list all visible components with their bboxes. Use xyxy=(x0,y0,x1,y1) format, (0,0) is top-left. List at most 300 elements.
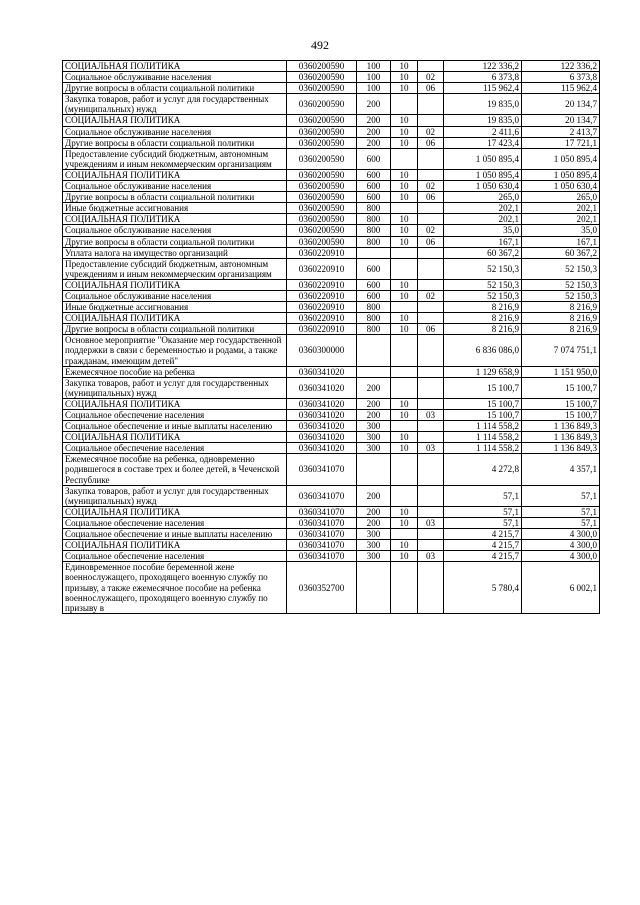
budget-table-body xyxy=(63,61,600,614)
amount-year2-cell: 60 367,2 xyxy=(522,247,600,258)
subsection-cell: 03 xyxy=(418,443,444,454)
subsection-cell xyxy=(418,61,444,72)
amount-year2-cell: 1 050 630,4 xyxy=(522,181,600,192)
section-cell xyxy=(391,421,418,432)
subsection-cell xyxy=(418,335,444,366)
expense-type-cell: 200 xyxy=(357,377,391,398)
subsection-cell xyxy=(418,115,444,126)
row-name-cell: Другие вопросы в области социальной политики xyxy=(63,192,287,203)
amount-year1-cell: 4 272,8 xyxy=(444,454,522,485)
table-row xyxy=(63,366,600,377)
subsection-cell: 03 xyxy=(418,517,444,528)
expense-type-cell: 600 xyxy=(357,258,391,279)
expense-type-cell: 200 xyxy=(357,115,391,126)
row-name-cell: Иные бюджетные ассигнования xyxy=(63,302,287,313)
row-name-cell: Социальное обслуживание населения xyxy=(63,181,287,192)
amount-year2-cell: 1 151 950,0 xyxy=(522,366,600,377)
amount-year1-cell: 202,1 xyxy=(444,214,522,225)
section-cell: 10 xyxy=(391,432,418,443)
expense-type-cell: 800 xyxy=(357,324,391,335)
table-row xyxy=(63,214,600,225)
subsection-cell xyxy=(418,302,444,313)
row-name-cell: Социальное обслуживание населения xyxy=(63,72,287,83)
subsection-cell xyxy=(418,377,444,398)
table-row xyxy=(63,454,600,485)
row-name-cell: Другие вопросы в области социальной политики xyxy=(63,236,287,247)
row-name-cell: Другие вопросы в области социальной политики xyxy=(63,137,287,148)
expense-type-cell: 800 xyxy=(357,236,391,247)
amount-year2-cell: 202,1 xyxy=(522,214,600,225)
subsection-cell xyxy=(418,432,444,443)
amount-year1-cell: 5 780,4 xyxy=(444,562,522,613)
section-cell: 10 xyxy=(391,540,418,551)
subsection-cell: 06 xyxy=(418,236,444,247)
section-cell: 10 xyxy=(391,506,418,517)
target-article-cell: 0360341020 xyxy=(287,377,357,398)
amount-year1-cell: 15 100,7 xyxy=(444,410,522,421)
section-cell xyxy=(391,485,418,506)
amount-year2-cell: 2 413,7 xyxy=(522,126,600,137)
section-cell: 10 xyxy=(391,410,418,421)
table-row xyxy=(63,169,600,180)
row-name-cell: Закупка товаров, работ и услуг для государственных (муниципальных) нужд xyxy=(63,485,287,506)
table-row xyxy=(63,137,600,148)
subsection-cell xyxy=(418,485,444,506)
expense-type-cell: 300 xyxy=(357,540,391,551)
amount-year2-cell: 20 134,7 xyxy=(522,115,600,126)
expense-type-cell: 300 xyxy=(357,443,391,454)
expense-type-cell: 600 xyxy=(357,169,391,180)
table-row xyxy=(63,225,600,236)
table-row xyxy=(63,506,600,517)
row-name-cell: Единовременное пособие беременной жене военнослужащего, проходящего военную службу по призыву, а также ежемесячное пособие на ребенка военнослужащего, проходящего военную службу по призыву в xyxy=(63,562,287,613)
expense-type-cell: 600 xyxy=(357,279,391,290)
target-article-cell: 0360220910 xyxy=(287,247,357,258)
amount-year2-cell: 122 336,2 xyxy=(522,61,600,72)
subsection-cell xyxy=(418,421,444,432)
table-row xyxy=(63,247,600,258)
target-article-cell: 0360341020 xyxy=(287,398,357,409)
row-name-cell: Закупка товаров, работ и услуг для государственных (муниципальных) нужд xyxy=(63,94,287,115)
table-row xyxy=(63,410,600,421)
subsection-cell: 03 xyxy=(418,410,444,421)
amount-year1-cell: 1 114 558,2 xyxy=(444,443,522,454)
target-article-cell: 0360341070 xyxy=(287,485,357,506)
table-row xyxy=(63,432,600,443)
section-cell: 10 xyxy=(391,290,418,301)
target-article-cell: 0360341070 xyxy=(287,529,357,540)
amount-year1-cell: 1 050 630,4 xyxy=(444,181,522,192)
row-name-cell: Социальное обеспечение населения xyxy=(63,410,287,421)
row-name-cell: Предоставление субсидий бюджетным, автономным учреждениям и иным некоммерческим организациям xyxy=(63,258,287,279)
table-row xyxy=(63,398,600,409)
row-name-cell: Основное мероприятие "Оказание мер государственной поддержки в связи с беременностью и родами, а также гражданам, имеющим детей" xyxy=(63,335,287,366)
target-article-cell: 0360341070 xyxy=(287,551,357,562)
target-article-cell: 0360200590 xyxy=(287,192,357,203)
amount-year1-cell: 52 150,3 xyxy=(444,258,522,279)
amount-year1-cell: 1 050 895,4 xyxy=(444,148,522,169)
amount-year2-cell: 265,0 xyxy=(522,192,600,203)
row-name-cell: Социальное обслуживание населения xyxy=(63,126,287,137)
target-article-cell: 0360200590 xyxy=(287,236,357,247)
table-row xyxy=(63,313,600,324)
row-name-cell: Ежемесячное пособие на ребенка, одновременно родившегося в составе трех и более детей, в Чеченской Республике xyxy=(63,454,287,485)
section-cell: 10 xyxy=(391,169,418,180)
table-row xyxy=(63,529,600,540)
table-row xyxy=(63,302,600,313)
amount-year2-cell: 6 002,1 xyxy=(522,562,600,613)
section-cell: 10 xyxy=(391,236,418,247)
row-name-cell: СОЦИАЛЬНАЯ ПОЛИТИКА xyxy=(63,432,287,443)
row-name-cell: СОЦИАЛЬНАЯ ПОЛИТИКА xyxy=(63,214,287,225)
target-article-cell: 0360341020 xyxy=(287,432,357,443)
row-name-cell: СОЦИАЛЬНАЯ ПОЛИТИКА xyxy=(63,169,287,180)
amount-year1-cell: 35,0 xyxy=(444,225,522,236)
expense-type-cell: 200 xyxy=(357,410,391,421)
subsection-cell xyxy=(418,506,444,517)
expense-type-cell xyxy=(357,366,391,377)
target-article-cell: 0360352700 xyxy=(287,562,357,613)
amount-year1-cell: 1 050 895,4 xyxy=(444,169,522,180)
expense-type-cell xyxy=(357,247,391,258)
section-cell xyxy=(391,454,418,485)
row-name-cell: Социальное обеспечение населения xyxy=(63,443,287,454)
section-cell xyxy=(391,247,418,258)
amount-year2-cell: 4 300,0 xyxy=(522,551,600,562)
section-cell: 10 xyxy=(391,398,418,409)
target-article-cell: 0360341020 xyxy=(287,421,357,432)
subsection-cell xyxy=(418,529,444,540)
amount-year2-cell: 1 050 895,4 xyxy=(522,169,600,180)
expense-type-cell: 200 xyxy=(357,517,391,528)
target-article-cell: 0360200590 xyxy=(287,148,357,169)
expense-type-cell: 600 xyxy=(357,148,391,169)
row-name-cell: Иные бюджетные ассигнования xyxy=(63,203,287,214)
section-cell: 10 xyxy=(391,225,418,236)
amount-year1-cell: 52 150,3 xyxy=(444,290,522,301)
expense-type-cell: 200 xyxy=(357,485,391,506)
row-name-cell: Другие вопросы в области социальной политики xyxy=(63,324,287,335)
amount-year1-cell: 2 411,6 xyxy=(444,126,522,137)
amount-year1-cell: 265,0 xyxy=(444,192,522,203)
row-name-cell: СОЦИАЛЬНАЯ ПОЛИТИКА xyxy=(63,279,287,290)
amount-year1-cell: 1 114 558,2 xyxy=(444,432,522,443)
table-row xyxy=(63,236,600,247)
target-article-cell: 0360220910 xyxy=(287,258,357,279)
section-cell xyxy=(391,258,418,279)
section-cell: 10 xyxy=(391,551,418,562)
subsection-cell: 06 xyxy=(418,137,444,148)
subsection-cell xyxy=(418,214,444,225)
row-name-cell: СОЦИАЛЬНАЯ ПОЛИТИКА xyxy=(63,115,287,126)
subsection-cell: 03 xyxy=(418,551,444,562)
table-row xyxy=(63,421,600,432)
amount-year1-cell: 4 215,7 xyxy=(444,529,522,540)
expense-type-cell: 200 xyxy=(357,126,391,137)
target-article-cell: 0360220910 xyxy=(287,313,357,324)
subsection-cell xyxy=(418,169,444,180)
amount-year1-cell: 8 216,9 xyxy=(444,313,522,324)
expense-type-cell: 100 xyxy=(357,61,391,72)
amount-year2-cell: 57,1 xyxy=(522,506,600,517)
amount-year2-cell: 1 050 895,4 xyxy=(522,148,600,169)
target-article-cell: 0360200590 xyxy=(287,72,357,83)
subsection-cell xyxy=(418,540,444,551)
section-cell: 10 xyxy=(391,181,418,192)
section-cell: 10 xyxy=(391,517,418,528)
amount-year2-cell: 8 216,9 xyxy=(522,324,600,335)
expense-type-cell: 800 xyxy=(357,313,391,324)
subsection-cell xyxy=(418,94,444,115)
amount-year1-cell: 4 215,7 xyxy=(444,540,522,551)
section-cell xyxy=(391,302,418,313)
table-row xyxy=(63,94,600,115)
amount-year1-cell: 19 835,0 xyxy=(444,94,522,115)
amount-year1-cell: 15 100,7 xyxy=(444,377,522,398)
target-article-cell: 0360200590 xyxy=(287,61,357,72)
amount-year2-cell: 115 962,4 xyxy=(522,83,600,94)
section-cell xyxy=(391,562,418,613)
row-name-cell: СОЦИАЛЬНАЯ ПОЛИТИКА xyxy=(63,61,287,72)
table-row xyxy=(63,324,600,335)
subsection-cell xyxy=(418,203,444,214)
amount-year1-cell: 8 216,9 xyxy=(444,302,522,313)
row-name-cell: Закупка товаров, работ и услуг для государственных (муниципальных) нужд xyxy=(63,377,287,398)
section-cell: 10 xyxy=(391,313,418,324)
table-row xyxy=(63,551,600,562)
amount-year2-cell: 52 150,3 xyxy=(522,290,600,301)
target-article-cell: 0360341070 xyxy=(287,454,357,485)
subsection-cell xyxy=(418,258,444,279)
section-cell: 10 xyxy=(391,115,418,126)
amount-year1-cell: 167,1 xyxy=(444,236,522,247)
target-article-cell: 0360341070 xyxy=(287,517,357,528)
section-cell xyxy=(391,529,418,540)
table-row xyxy=(63,192,600,203)
row-name-cell: Социальное обслуживание населения xyxy=(63,290,287,301)
table-row xyxy=(63,377,600,398)
amount-year2-cell: 15 100,7 xyxy=(522,377,600,398)
section-cell: 10 xyxy=(391,279,418,290)
amount-year1-cell: 6 836 086,0 xyxy=(444,335,522,366)
target-article-cell: 0360200590 xyxy=(287,115,357,126)
target-article-cell: 0360220910 xyxy=(287,324,357,335)
subsection-cell xyxy=(418,313,444,324)
expense-type-cell: 200 xyxy=(357,506,391,517)
section-cell: 10 xyxy=(391,324,418,335)
subsection-cell: 02 xyxy=(418,72,444,83)
amount-year2-cell: 7 074 751,1 xyxy=(522,335,600,366)
subsection-cell xyxy=(418,148,444,169)
section-cell: 10 xyxy=(391,137,418,148)
section-cell xyxy=(391,148,418,169)
table-row xyxy=(63,83,600,94)
expense-type-cell: 200 xyxy=(357,94,391,115)
target-article-cell: 0360200590 xyxy=(287,169,357,180)
amount-year1-cell: 57,1 xyxy=(444,485,522,506)
amount-year2-cell: 4 357,1 xyxy=(522,454,600,485)
section-cell: 10 xyxy=(391,83,418,94)
row-name-cell: Ежемесячное пособие на ребенка xyxy=(63,366,287,377)
row-name-cell: Социальное обеспечение и иные выплаты населению xyxy=(63,421,287,432)
row-name-cell: СОЦИАЛЬНАЯ ПОЛИТИКА xyxy=(63,313,287,324)
row-name-cell: Предоставление субсидий бюджетным, автономным учреждениям и иным некоммерческим организациям xyxy=(63,148,287,169)
amount-year1-cell: 57,1 xyxy=(444,506,522,517)
table-row xyxy=(63,443,600,454)
expense-type-cell: 300 xyxy=(357,432,391,443)
subsection-cell: 06 xyxy=(418,83,444,94)
table-row xyxy=(63,540,600,551)
subsection-cell xyxy=(418,279,444,290)
row-name-cell: Социальное обеспечение населения xyxy=(63,517,287,528)
row-name-cell: Социальное обслуживание населения xyxy=(63,225,287,236)
expense-type-cell xyxy=(357,562,391,613)
amount-year2-cell: 1 136 849,3 xyxy=(522,421,600,432)
target-article-cell: 0360200590 xyxy=(287,203,357,214)
table-row xyxy=(63,126,600,137)
row-name-cell: Социальное обеспечение населения xyxy=(63,551,287,562)
amount-year2-cell: 52 150,3 xyxy=(522,279,600,290)
amount-year2-cell: 202,1 xyxy=(522,203,600,214)
budget-table xyxy=(62,60,600,614)
target-article-cell: 0360200590 xyxy=(287,126,357,137)
subsection-cell: 02 xyxy=(418,126,444,137)
target-article-cell: 0360200590 xyxy=(287,83,357,94)
section-cell xyxy=(391,377,418,398)
row-name-cell: СОЦИАЛЬНАЯ ПОЛИТИКА xyxy=(63,540,287,551)
amount-year2-cell: 17 721,1 xyxy=(522,137,600,148)
page-number: 492 xyxy=(311,38,329,52)
expense-type-cell: 300 xyxy=(357,421,391,432)
row-name-cell: СОЦИАЛЬНАЯ ПОЛИТИКА xyxy=(63,506,287,517)
amount-year2-cell: 15 100,7 xyxy=(522,398,600,409)
target-article-cell: 0360341070 xyxy=(287,540,357,551)
target-article-cell: 0360341070 xyxy=(287,506,357,517)
table-row xyxy=(63,181,600,192)
amount-year1-cell: 60 367,2 xyxy=(444,247,522,258)
section-cell: 10 xyxy=(391,72,418,83)
amount-year2-cell: 4 300,0 xyxy=(522,529,600,540)
target-article-cell: 0360200590 xyxy=(287,214,357,225)
section-cell xyxy=(391,366,418,377)
target-article-cell: 0360200590 xyxy=(287,137,357,148)
amount-year1-cell: 115 962,4 xyxy=(444,83,522,94)
amount-year2-cell: 15 100,7 xyxy=(522,410,600,421)
table-row xyxy=(63,203,600,214)
expense-type-cell: 600 xyxy=(357,192,391,203)
subsection-cell xyxy=(418,398,444,409)
amount-year1-cell: 57,1 xyxy=(444,517,522,528)
table-row xyxy=(63,290,600,301)
target-article-cell: 0360200590 xyxy=(287,225,357,236)
section-cell xyxy=(391,203,418,214)
table-row xyxy=(63,279,600,290)
table-row xyxy=(63,148,600,169)
section-cell xyxy=(391,335,418,366)
amount-year2-cell: 35,0 xyxy=(522,225,600,236)
expense-type-cell: 100 xyxy=(357,72,391,83)
expense-type-cell: 200 xyxy=(357,137,391,148)
expense-type-cell: 800 xyxy=(357,225,391,236)
amount-year2-cell: 8 216,9 xyxy=(522,302,600,313)
amount-year1-cell: 6 373,8 xyxy=(444,72,522,83)
subsection-cell xyxy=(418,247,444,258)
section-cell: 10 xyxy=(391,126,418,137)
expense-type-cell: 800 xyxy=(357,203,391,214)
amount-year1-cell: 122 336,2 xyxy=(444,61,522,72)
amount-year2-cell: 8 216,9 xyxy=(522,313,600,324)
subsection-cell: 06 xyxy=(418,192,444,203)
amount-year2-cell: 20 134,7 xyxy=(522,94,600,115)
expense-type-cell: 100 xyxy=(357,83,391,94)
table-row xyxy=(63,115,600,126)
target-article-cell: 0360341020 xyxy=(287,443,357,454)
amount-year2-cell: 4 300,0 xyxy=(522,540,600,551)
subsection-cell: 06 xyxy=(418,324,444,335)
expense-type-cell: 300 xyxy=(357,551,391,562)
table-row xyxy=(63,258,600,279)
row-name-cell: Уплата налога на имущество организаций xyxy=(63,247,287,258)
amount-year1-cell: 19 835,0 xyxy=(444,115,522,126)
expense-type-cell: 600 xyxy=(357,181,391,192)
expense-type-cell xyxy=(357,335,391,366)
expense-type-cell: 800 xyxy=(357,214,391,225)
expense-type-cell: 800 xyxy=(357,302,391,313)
target-article-cell: 0360200590 xyxy=(287,94,357,115)
subsection-cell xyxy=(418,562,444,613)
amount-year2-cell: 57,1 xyxy=(522,485,600,506)
amount-year2-cell: 1 136 849,3 xyxy=(522,432,600,443)
subsection-cell: 02 xyxy=(418,225,444,236)
section-cell: 10 xyxy=(391,443,418,454)
amount-year1-cell: 1 129 658,9 xyxy=(444,366,522,377)
row-name-cell: Другие вопросы в области социальной политики xyxy=(63,83,287,94)
row-name-cell: Социальное обеспечение и иные выплаты населению xyxy=(63,529,287,540)
section-cell: 10 xyxy=(391,192,418,203)
target-article-cell: 0360200590 xyxy=(287,181,357,192)
amount-year1-cell: 17 423,4 xyxy=(444,137,522,148)
amount-year2-cell: 6 373,8 xyxy=(522,72,600,83)
subsection-cell xyxy=(418,366,444,377)
table-row xyxy=(63,485,600,506)
expense-type-cell xyxy=(357,454,391,485)
target-article-cell: 0360341020 xyxy=(287,410,357,421)
amount-year1-cell: 1 114 558,2 xyxy=(444,421,522,432)
section-cell: 10 xyxy=(391,214,418,225)
amount-year1-cell: 4 215,7 xyxy=(444,551,522,562)
expense-type-cell: 200 xyxy=(357,398,391,409)
amount-year2-cell: 167,1 xyxy=(522,236,600,247)
amount-year2-cell: 52 150,3 xyxy=(522,258,600,279)
row-name-cell: СОЦИАЛЬНАЯ ПОЛИТИКА xyxy=(63,398,287,409)
table-row xyxy=(63,335,600,366)
amount-year2-cell: 57,1 xyxy=(522,517,600,528)
amount-year1-cell: 202,1 xyxy=(444,203,522,214)
subsection-cell: 02 xyxy=(418,290,444,301)
target-article-cell: 0360220910 xyxy=(287,290,357,301)
subsection-cell: 02 xyxy=(418,181,444,192)
table-row xyxy=(63,562,600,613)
subsection-cell xyxy=(418,454,444,485)
table-row xyxy=(63,61,600,72)
target-article-cell: 0360220910 xyxy=(287,279,357,290)
section-cell xyxy=(391,94,418,115)
expense-type-cell: 300 xyxy=(357,529,391,540)
table-row xyxy=(63,517,600,528)
amount-year1-cell: 15 100,7 xyxy=(444,398,522,409)
amount-year1-cell: 52 150,3 xyxy=(444,279,522,290)
target-article-cell: 0360341020 xyxy=(287,366,357,377)
